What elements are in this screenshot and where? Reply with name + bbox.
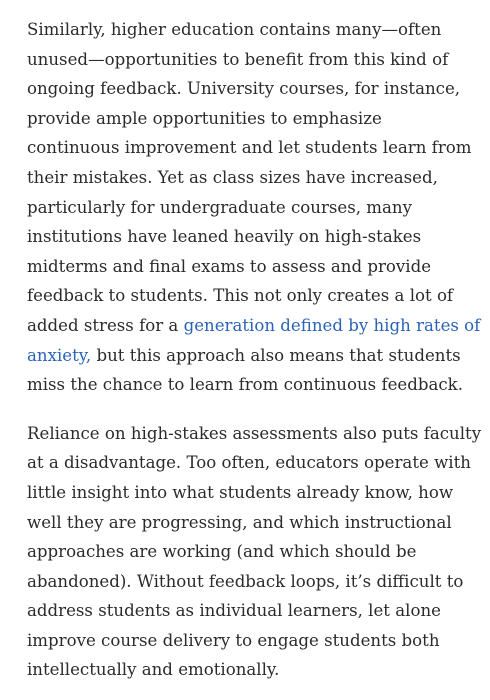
paragraph-high-stakes-assessments [27, 419, 482, 685]
anxiety-generation-link[interactable]: generation defined by high rates of [183, 315, 481, 335]
text-line: their mistakes. Yet as class sizes have increased, [27, 167, 438, 187]
text-line: midterms and final exams to assess and provide [27, 256, 432, 276]
text-segment: but this approach also means that students [91, 345, 461, 365]
text-line-with-link [27, 311, 481, 341]
text-line: at a disadvantage. Too often, educators operate with [27, 453, 471, 473]
anxiety-generation-link-continued[interactable]: anxiety, [27, 345, 92, 365]
text-line: feedback to students. This not only creates a lot of [27, 286, 454, 306]
text-line: institutions have leaned heavily on high-stakes [27, 227, 422, 247]
text-line: little insight into what students already know, how [27, 482, 454, 502]
text-line: improve course delivery to engage students both [27, 630, 440, 650]
text-line: abandoned). Without feedback loops, it’s difficult to [27, 571, 464, 591]
text-line-with-link [27, 341, 470, 371]
text-line: provide ample opportunities to emphasize [27, 108, 382, 128]
text-line: address students as individual learners, let alone [27, 601, 441, 621]
text-line: well they are progressing, and which instructional [27, 512, 452, 532]
text-line: miss the chance to learn from continuous feedback. [27, 375, 463, 395]
text-line: unused—opportunities to benefit from this kind of [27, 49, 449, 69]
text-line: particularly for undergraduate courses, many [27, 197, 412, 217]
text-line: ongoing feedback. University courses, for instance, [27, 79, 461, 99]
text-line: Reliance on high-stakes assessments also puts faculty [27, 423, 482, 443]
paragraph-higher-education [27, 15, 481, 400]
text-line: approaches are working (and which should be [27, 542, 417, 562]
text-segment: added stress for a [27, 315, 184, 335]
text-line: continuous improvement and let students learn from [27, 138, 472, 158]
text-line: intellectually and emotionally. [27, 660, 280, 680]
text-line: Similarly, higher education contains many—often [27, 20, 442, 39]
